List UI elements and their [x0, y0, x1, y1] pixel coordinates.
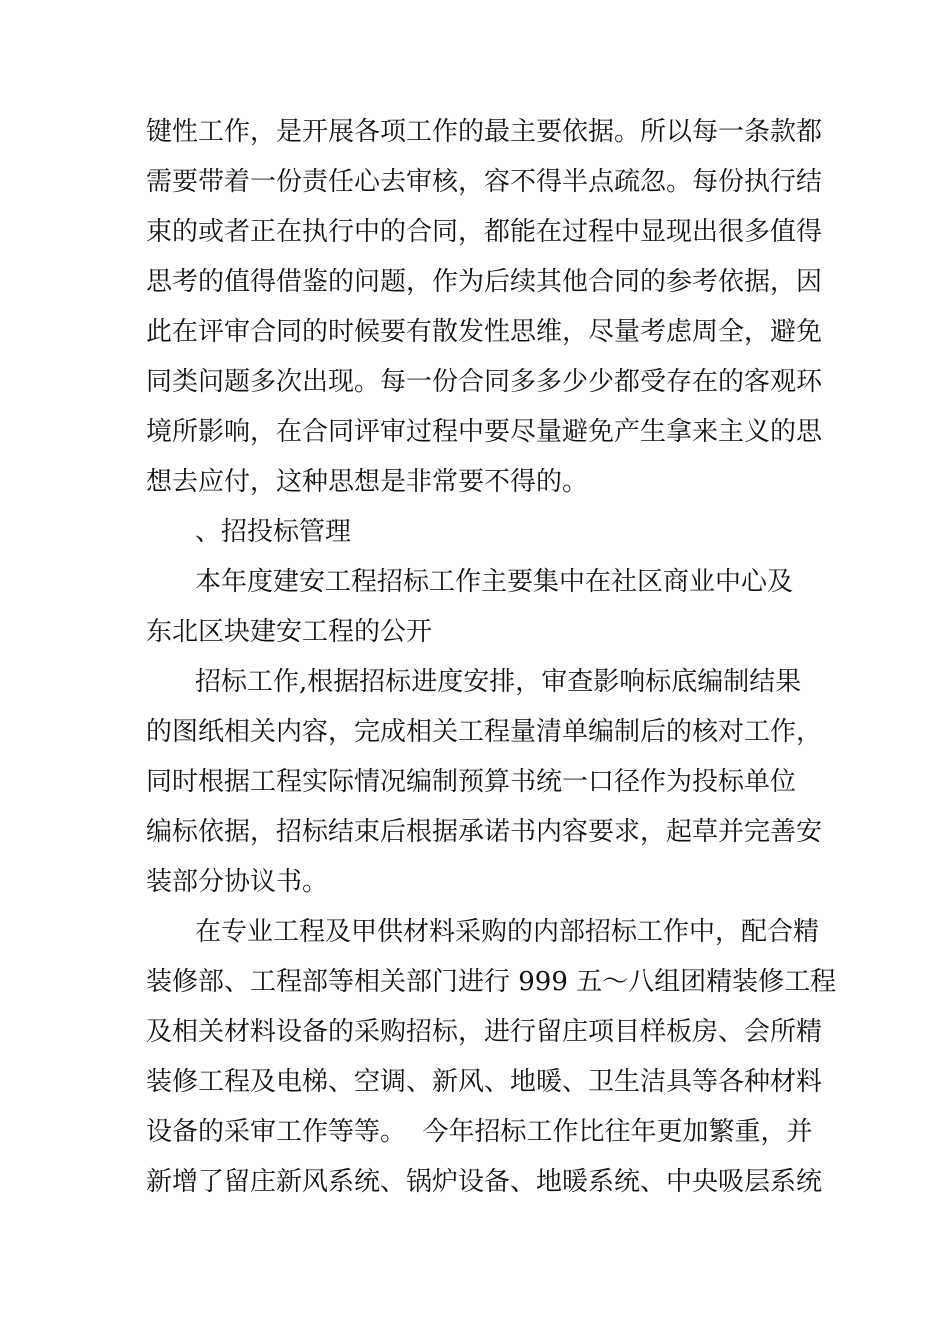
text-line: 在专业工程及甲供材料采购的内部招标工作中，配合精	[195, 917, 820, 947]
section-heading: 、招投标管理	[195, 517, 352, 547]
text-line: 同类问题多次出现。每一份合同多多少少都受存在的客观环	[146, 367, 823, 397]
text-line: 装部分协议书。	[146, 867, 329, 897]
text-line: 束的或者正在执行中的合同，都能在过程中显现出很多值得	[146, 217, 823, 247]
text-line: 东北区块建安工程的公开	[146, 617, 433, 647]
text-line: 本年度建安工程招标工作主要集中在社区商业中心及	[195, 567, 794, 597]
text-line: 编标依据，招标结束后根据承诺书内容要求，起草并完善安	[146, 817, 823, 847]
text-line: 设备的采审工作等等。 今年招标工作比往年更加繁重，并	[146, 1117, 813, 1147]
text-line: 需要带着一份责任心去审核，容不得半点疏忽。每份执行结	[146, 167, 823, 197]
text-line: 境所影响，在合同评审过程中要尽量避免产生拿来主义的思	[146, 417, 823, 447]
text-line: 思考的值得借鉴的问题，作为后续其他合同的参考依据，因	[146, 267, 823, 297]
text-line: 装修部、工程部等相关部门进行 999 五～八组团精装修工程	[146, 967, 837, 997]
text-line: 键性工作，是开展各项工作的最主要依据。所以每一条款都	[146, 117, 823, 147]
text-line: 及相关材料设备的采购招标，进行留庄项目样板房、会所精	[146, 1017, 823, 1047]
text-line: 装修工程及电梯、空调、新风、地暖、卫生洁具等各种材料	[146, 1067, 823, 1097]
text-line: 的图纸相关内容，完成相关工程量清单编制后的核对工作，	[146, 717, 823, 747]
text-line: 新增了留庄新风系统、锅炉设备、地暖系统、中央吸层系统	[146, 1167, 823, 1197]
text-line: 此在评审合同的时候要有散发性思维，尽量考虑周全，避免	[146, 317, 823, 347]
text-line: 招标工作,根据招标进度安排，审查影响标底编制结果	[195, 667, 802, 697]
text-line: 同时根据工程实际情况编制预算书统一口径作为投标单位	[146, 767, 797, 797]
text-line: 想去应付，这种思想是非常要不得的。	[146, 467, 589, 497]
